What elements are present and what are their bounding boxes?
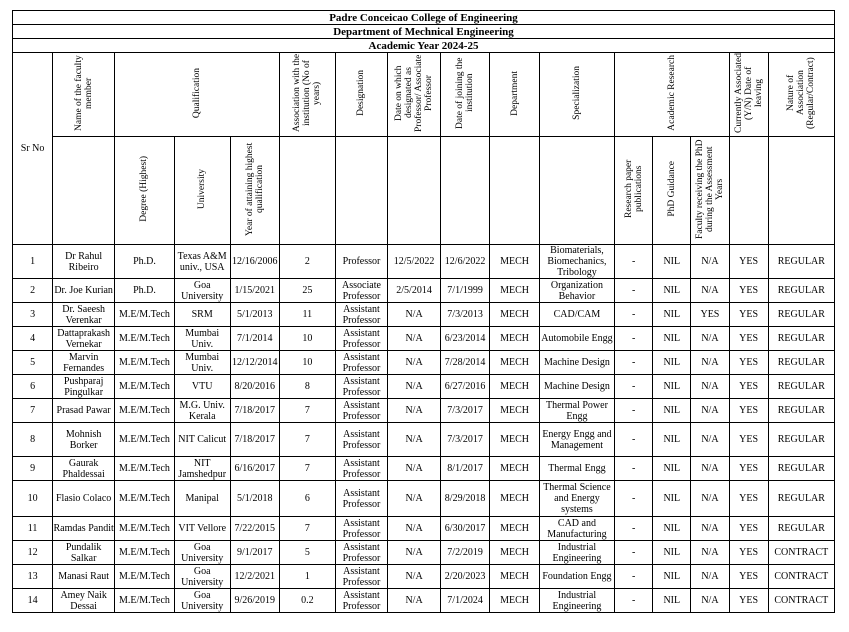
header-date-joining: Date of joining the institution (440, 53, 489, 137)
cell-current: YES (729, 399, 768, 423)
cell-assoc: 10 (280, 327, 336, 351)
cell-assoc: 5 (280, 541, 336, 565)
cell-degree: M.E/M.Tech (115, 565, 175, 589)
cell-papers: - (615, 565, 653, 589)
cell-dept: MECH (490, 351, 539, 375)
cell-year: 5/1/2018 (230, 481, 279, 517)
cell-name: Marvin Fernandes (53, 351, 115, 375)
cell-university: Mumbai Univ. (174, 327, 230, 351)
cell-year: 8/20/2016 (230, 375, 279, 399)
cell-current: YES (729, 327, 768, 351)
cell-sr: 4 (13, 327, 53, 351)
cell-nature: REGULAR (768, 423, 834, 457)
cell-dept: MECH (490, 327, 539, 351)
cell-dept: MECH (490, 399, 539, 423)
cell-name: Dr. Joe Kurian (53, 279, 115, 303)
cell-date-join: 6/27/2016 (440, 375, 489, 399)
cell-current: YES (729, 457, 768, 481)
cell-year: 7/1/2014 (230, 327, 279, 351)
cell-degree: M.E/M.Tech (115, 399, 175, 423)
cell-spec: Thermal Engg (539, 457, 614, 481)
cell-spec: Thermal Power Engg (539, 399, 614, 423)
cell-current: YES (729, 279, 768, 303)
cell-papers: - (615, 399, 653, 423)
cell-designation: Assistant Professor (335, 399, 388, 423)
cell-phd-guid: NIL (653, 303, 691, 327)
header-nature: Nature of Association (Regular/Contract) (768, 53, 834, 137)
cell-dept: MECH (490, 457, 539, 481)
academic-year: Academic Year 2024-25 (13, 39, 835, 53)
cell-date-join: 7/3/2017 (440, 399, 489, 423)
cell-spec: Automobile Engg (539, 327, 614, 351)
cell-degree: M.E/M.Tech (115, 457, 175, 481)
cell-designation: Assistant Professor (335, 517, 388, 541)
cell-designation: Assistant Professor (335, 565, 388, 589)
college-title: Padre Conceicao College of Engineering (13, 11, 835, 25)
cell-assoc: 8 (280, 375, 336, 399)
cell-papers: - (615, 481, 653, 517)
cell-date-join: 7/3/2013 (440, 303, 489, 327)
table-row (13, 565, 835, 589)
header-research-papers: Research paper publications (615, 137, 653, 245)
cell-assoc: 7 (280, 399, 336, 423)
cell-phd-recv: N/A (691, 517, 729, 541)
cell-assoc: 6 (280, 481, 336, 517)
cell-nature: CONTRACT (768, 541, 834, 565)
cell-current: YES (729, 375, 768, 399)
cell-nature: REGULAR (768, 399, 834, 423)
cell-nature: REGULAR (768, 327, 834, 351)
cell-degree: M.E/M.Tech (115, 351, 175, 375)
cell-date-desig: N/A (388, 327, 441, 351)
table-row (13, 423, 835, 457)
cell-phd-guid: NIL (653, 327, 691, 351)
cell-date-desig: N/A (388, 589, 441, 613)
table-row (13, 481, 835, 517)
cell-phd-guid: NIL (653, 375, 691, 399)
cell-date-join: 7/1/2024 (440, 589, 489, 613)
cell-phd-recv: YES (691, 303, 729, 327)
cell-name: Dr Rahul Ribeiro (53, 245, 115, 279)
cell-papers: - (615, 245, 653, 279)
cell-dept: MECH (490, 565, 539, 589)
cell-nature: REGULAR (768, 517, 834, 541)
cell-name: Prasad Pawar (53, 399, 115, 423)
cell-phd-guid: NIL (653, 423, 691, 457)
cell-degree: M.E/M.Tech (115, 517, 175, 541)
cell-sr: 2 (13, 279, 53, 303)
header-academic-research: Academic Research (615, 53, 729, 137)
cell-spec: Biomaterials, Biomechanics, Tribology (539, 245, 614, 279)
cell-degree: Ph.D. (115, 279, 175, 303)
header-year-attaining: Year of attaining highest qualification (230, 137, 279, 245)
cell-assoc: 7 (280, 457, 336, 481)
cell-year: 12/16/2006 (230, 245, 279, 279)
cell-sr: 9 (13, 457, 53, 481)
cell-sr: 1 (13, 245, 53, 279)
cell-year: 7/18/2017 (230, 423, 279, 457)
cell-current: YES (729, 303, 768, 327)
cell-phd-guid: NIL (653, 279, 691, 303)
cell-phd-recv: N/A (691, 351, 729, 375)
cell-spec: CAD/CAM (539, 303, 614, 327)
cell-sr: 6 (13, 375, 53, 399)
cell-date-join: 2/20/2023 (440, 565, 489, 589)
cell-papers: - (615, 327, 653, 351)
cell-phd-guid: NIL (653, 565, 691, 589)
cell-year: 7/22/2015 (230, 517, 279, 541)
cell-university: NIT Calicut (174, 423, 230, 457)
table-row (13, 541, 835, 565)
cell-sr: 5 (13, 351, 53, 375)
cell-phd-guid: NIL (653, 589, 691, 613)
cell-dept: MECH (490, 303, 539, 327)
header-designation: Designation (335, 53, 388, 137)
cell-phd-guid: NIL (653, 457, 691, 481)
cell-year: 7/18/2017 (230, 399, 279, 423)
cell-name: Ramdas Pandit (53, 517, 115, 541)
cell-year: 12/2/2021 (230, 565, 279, 589)
header-specialization: Specialization (539, 53, 614, 137)
cell-phd-recv: N/A (691, 565, 729, 589)
cell-papers: - (615, 517, 653, 541)
cell-university: Goa University (174, 565, 230, 589)
cell-university: Goa University (174, 279, 230, 303)
cell-phd-recv: N/A (691, 423, 729, 457)
table-row (13, 245, 835, 279)
table-row (13, 351, 835, 375)
cell-spec: CAD and Manufacturing (539, 517, 614, 541)
cell-sr: 3 (13, 303, 53, 327)
cell-date-desig: N/A (388, 517, 441, 541)
cell-year: 6/16/2017 (230, 457, 279, 481)
header-university: University (174, 137, 230, 245)
cell-name: Dattaprakash Vernekar (53, 327, 115, 351)
cell-date-join: 7/1/1999 (440, 279, 489, 303)
cell-date-join: 7/3/2017 (440, 423, 489, 457)
cell-date-join: 6/23/2014 (440, 327, 489, 351)
cell-dept: MECH (490, 517, 539, 541)
cell-phd-recv: N/A (691, 375, 729, 399)
cell-assoc: 25 (280, 279, 336, 303)
cell-phd-recv: N/A (691, 589, 729, 613)
cell-name: Dr. Saeesh Verenkar (53, 303, 115, 327)
cell-date-desig: N/A (388, 541, 441, 565)
cell-papers: - (615, 279, 653, 303)
cell-university: Manipal (174, 481, 230, 517)
cell-sr: 12 (13, 541, 53, 565)
cell-designation: Assistant Professor (335, 327, 388, 351)
cell-current: YES (729, 565, 768, 589)
cell-designation: Assistant Professor (335, 481, 388, 517)
header-name: Name of the faculty member (53, 53, 115, 137)
cell-phd-recv: N/A (691, 541, 729, 565)
cell-name: Pundalik Salkar (53, 541, 115, 565)
cell-assoc: 0.2 (280, 589, 336, 613)
cell-date-desig: N/A (388, 423, 441, 457)
cell-sr: 10 (13, 481, 53, 517)
cell-nature: CONTRACT (768, 589, 834, 613)
cell-dept: MECH (490, 541, 539, 565)
cell-assoc: 1 (280, 565, 336, 589)
cell-phd-recv: N/A (691, 457, 729, 481)
cell-spec: Foundation Engg (539, 565, 614, 589)
cell-designation: Assistant Professor (335, 303, 388, 327)
cell-date-desig: N/A (388, 457, 441, 481)
cell-designation: Assistant Professor (335, 457, 388, 481)
cell-current: YES (729, 481, 768, 517)
cell-date-join: 6/30/2017 (440, 517, 489, 541)
cell-date-join: 7/28/2014 (440, 351, 489, 375)
faculty-table (12, 10, 835, 613)
cell-university: VIT Vellore (174, 517, 230, 541)
cell-designation: Assistant Professor (335, 589, 388, 613)
cell-dept: MECH (490, 245, 539, 279)
header-date-designated: Date on which designated as Professor/ Associate Professor (388, 53, 441, 137)
table-row (13, 589, 835, 613)
cell-designation: Assistant Professor (335, 423, 388, 457)
cell-papers: - (615, 375, 653, 399)
cell-date-desig: 2/5/2014 (388, 279, 441, 303)
cell-degree: Ph.D. (115, 245, 175, 279)
cell-sr: 11 (13, 517, 53, 541)
cell-phd-recv: N/A (691, 279, 729, 303)
cell-dept: MECH (490, 423, 539, 457)
table-row (13, 517, 835, 541)
cell-nature: REGULAR (768, 351, 834, 375)
cell-spec: Energy Engg and Management (539, 423, 614, 457)
cell-sr: 13 (13, 565, 53, 589)
cell-sr: 14 (13, 589, 53, 613)
cell-date-join: 8/1/2017 (440, 457, 489, 481)
cell-spec: Industrial Engineering (539, 541, 614, 565)
cell-current: YES (729, 541, 768, 565)
cell-current: YES (729, 351, 768, 375)
cell-university: M.G. Univ. Kerala (174, 399, 230, 423)
cell-designation: Assistant Professor (335, 351, 388, 375)
cell-nature: REGULAR (768, 245, 834, 279)
cell-university: NIT Jamshedpur (174, 457, 230, 481)
cell-current: YES (729, 423, 768, 457)
cell-year: 9/26/2019 (230, 589, 279, 613)
cell-name: Flasio Colaco (53, 481, 115, 517)
cell-university: Texas A&M univ., USA (174, 245, 230, 279)
cell-phd-guid: NIL (653, 351, 691, 375)
cell-date-desig: N/A (388, 399, 441, 423)
header-faculty-phd: Faculty receiving the PhD during the Assessment Years (691, 137, 729, 245)
cell-phd-guid: NIL (653, 481, 691, 517)
cell-degree: M.E/M.Tech (115, 303, 175, 327)
cell-date-desig: N/A (388, 303, 441, 327)
cell-spec: Thermal Science and Energy systems (539, 481, 614, 517)
cell-university: Goa University (174, 589, 230, 613)
cell-university: VTU (174, 375, 230, 399)
cell-degree: M.E/M.Tech (115, 327, 175, 351)
cell-degree: M.E/M.Tech (115, 375, 175, 399)
cell-dept: MECH (490, 279, 539, 303)
cell-nature: REGULAR (768, 457, 834, 481)
cell-dept: MECH (490, 481, 539, 517)
table-row (13, 303, 835, 327)
cell-current: YES (729, 517, 768, 541)
cell-phd-guid: NIL (653, 245, 691, 279)
cell-university: Goa University (174, 541, 230, 565)
header-blank (53, 137, 115, 245)
header-qualification: Qualification (115, 53, 280, 137)
cell-nature: CONTRACT (768, 565, 834, 589)
cell-nature: REGULAR (768, 375, 834, 399)
cell-phd-guid: NIL (653, 517, 691, 541)
cell-degree: M.E/M.Tech (115, 589, 175, 613)
cell-year: 1/15/2021 (230, 279, 279, 303)
table-row (13, 375, 835, 399)
cell-dept: MECH (490, 375, 539, 399)
cell-nature: REGULAR (768, 303, 834, 327)
cell-date-desig: 12/5/2022 (388, 245, 441, 279)
table-row (13, 399, 835, 423)
cell-phd-recv: N/A (691, 245, 729, 279)
cell-date-desig: N/A (388, 481, 441, 517)
cell-spec: Machine Design (539, 375, 614, 399)
cell-nature: REGULAR (768, 279, 834, 303)
header-degree: Degree (Highest) (115, 137, 175, 245)
cell-spec: Industrial Engineering (539, 589, 614, 613)
cell-papers: - (615, 541, 653, 565)
cell-university: SRM (174, 303, 230, 327)
department-title: Department of Mechnical Engineering (13, 25, 835, 39)
cell-date-join: 12/6/2022 (440, 245, 489, 279)
cell-papers: - (615, 351, 653, 375)
cell-degree: M.E/M.Tech (115, 423, 175, 457)
cell-date-desig: N/A (388, 565, 441, 589)
cell-name: Amey Naik Dessai (53, 589, 115, 613)
cell-spec: Machine Design (539, 351, 614, 375)
table-row (13, 457, 835, 481)
cell-assoc: 10 (280, 351, 336, 375)
cell-year: 5/1/2013 (230, 303, 279, 327)
cell-sr: 8 (13, 423, 53, 457)
cell-current: YES (729, 245, 768, 279)
cell-designation: Professor (335, 245, 388, 279)
cell-name: Manasi Raut (53, 565, 115, 589)
cell-assoc: 11 (280, 303, 336, 327)
cell-date-desig: N/A (388, 375, 441, 399)
cell-date-join: 8/29/2018 (440, 481, 489, 517)
cell-assoc: 2 (280, 245, 336, 279)
table-row (13, 327, 835, 351)
cell-date-desig: N/A (388, 351, 441, 375)
cell-assoc: 7 (280, 423, 336, 457)
header-currently-associated: Currently Associated (Y/N) Date of leaving (729, 53, 768, 137)
cell-phd-recv: N/A (691, 327, 729, 351)
cell-year: 12/12/2014 (230, 351, 279, 375)
cell-phd-guid: NIL (653, 541, 691, 565)
cell-current: YES (729, 589, 768, 613)
cell-year: 9/1/2017 (230, 541, 279, 565)
cell-name: Gaurak Phaldessai (53, 457, 115, 481)
cell-papers: - (615, 589, 653, 613)
cell-nature: REGULAR (768, 481, 834, 517)
cell-designation: Assistant Professor (335, 541, 388, 565)
cell-sr: 7 (13, 399, 53, 423)
cell-university: Mumbai Univ. (174, 351, 230, 375)
cell-designation: Assistant Professor (335, 375, 388, 399)
cell-name: Mohnish Borker (53, 423, 115, 457)
cell-phd-recv: N/A (691, 399, 729, 423)
cell-date-join: 7/2/2019 (440, 541, 489, 565)
header-sr-no: Sr No (13, 53, 53, 245)
table-row (13, 279, 835, 303)
cell-degree: M.E/M.Tech (115, 481, 175, 517)
cell-spec: Organization Behavior (539, 279, 614, 303)
cell-degree: M.E/M.Tech (115, 541, 175, 565)
cell-papers: - (615, 457, 653, 481)
header-phd-guidance: PhD Guidance (653, 137, 691, 245)
header-association: Association with the institution (No of years) (280, 53, 336, 137)
cell-phd-guid: NIL (653, 399, 691, 423)
cell-name: Pushparaj Pingulkar (53, 375, 115, 399)
cell-papers: - (615, 423, 653, 457)
header-department: Department (490, 53, 539, 137)
cell-phd-recv: N/A (691, 481, 729, 517)
cell-assoc: 7 (280, 517, 336, 541)
cell-papers: - (615, 303, 653, 327)
cell-dept: MECH (490, 589, 539, 613)
cell-designation: Associate Professor (335, 279, 388, 303)
